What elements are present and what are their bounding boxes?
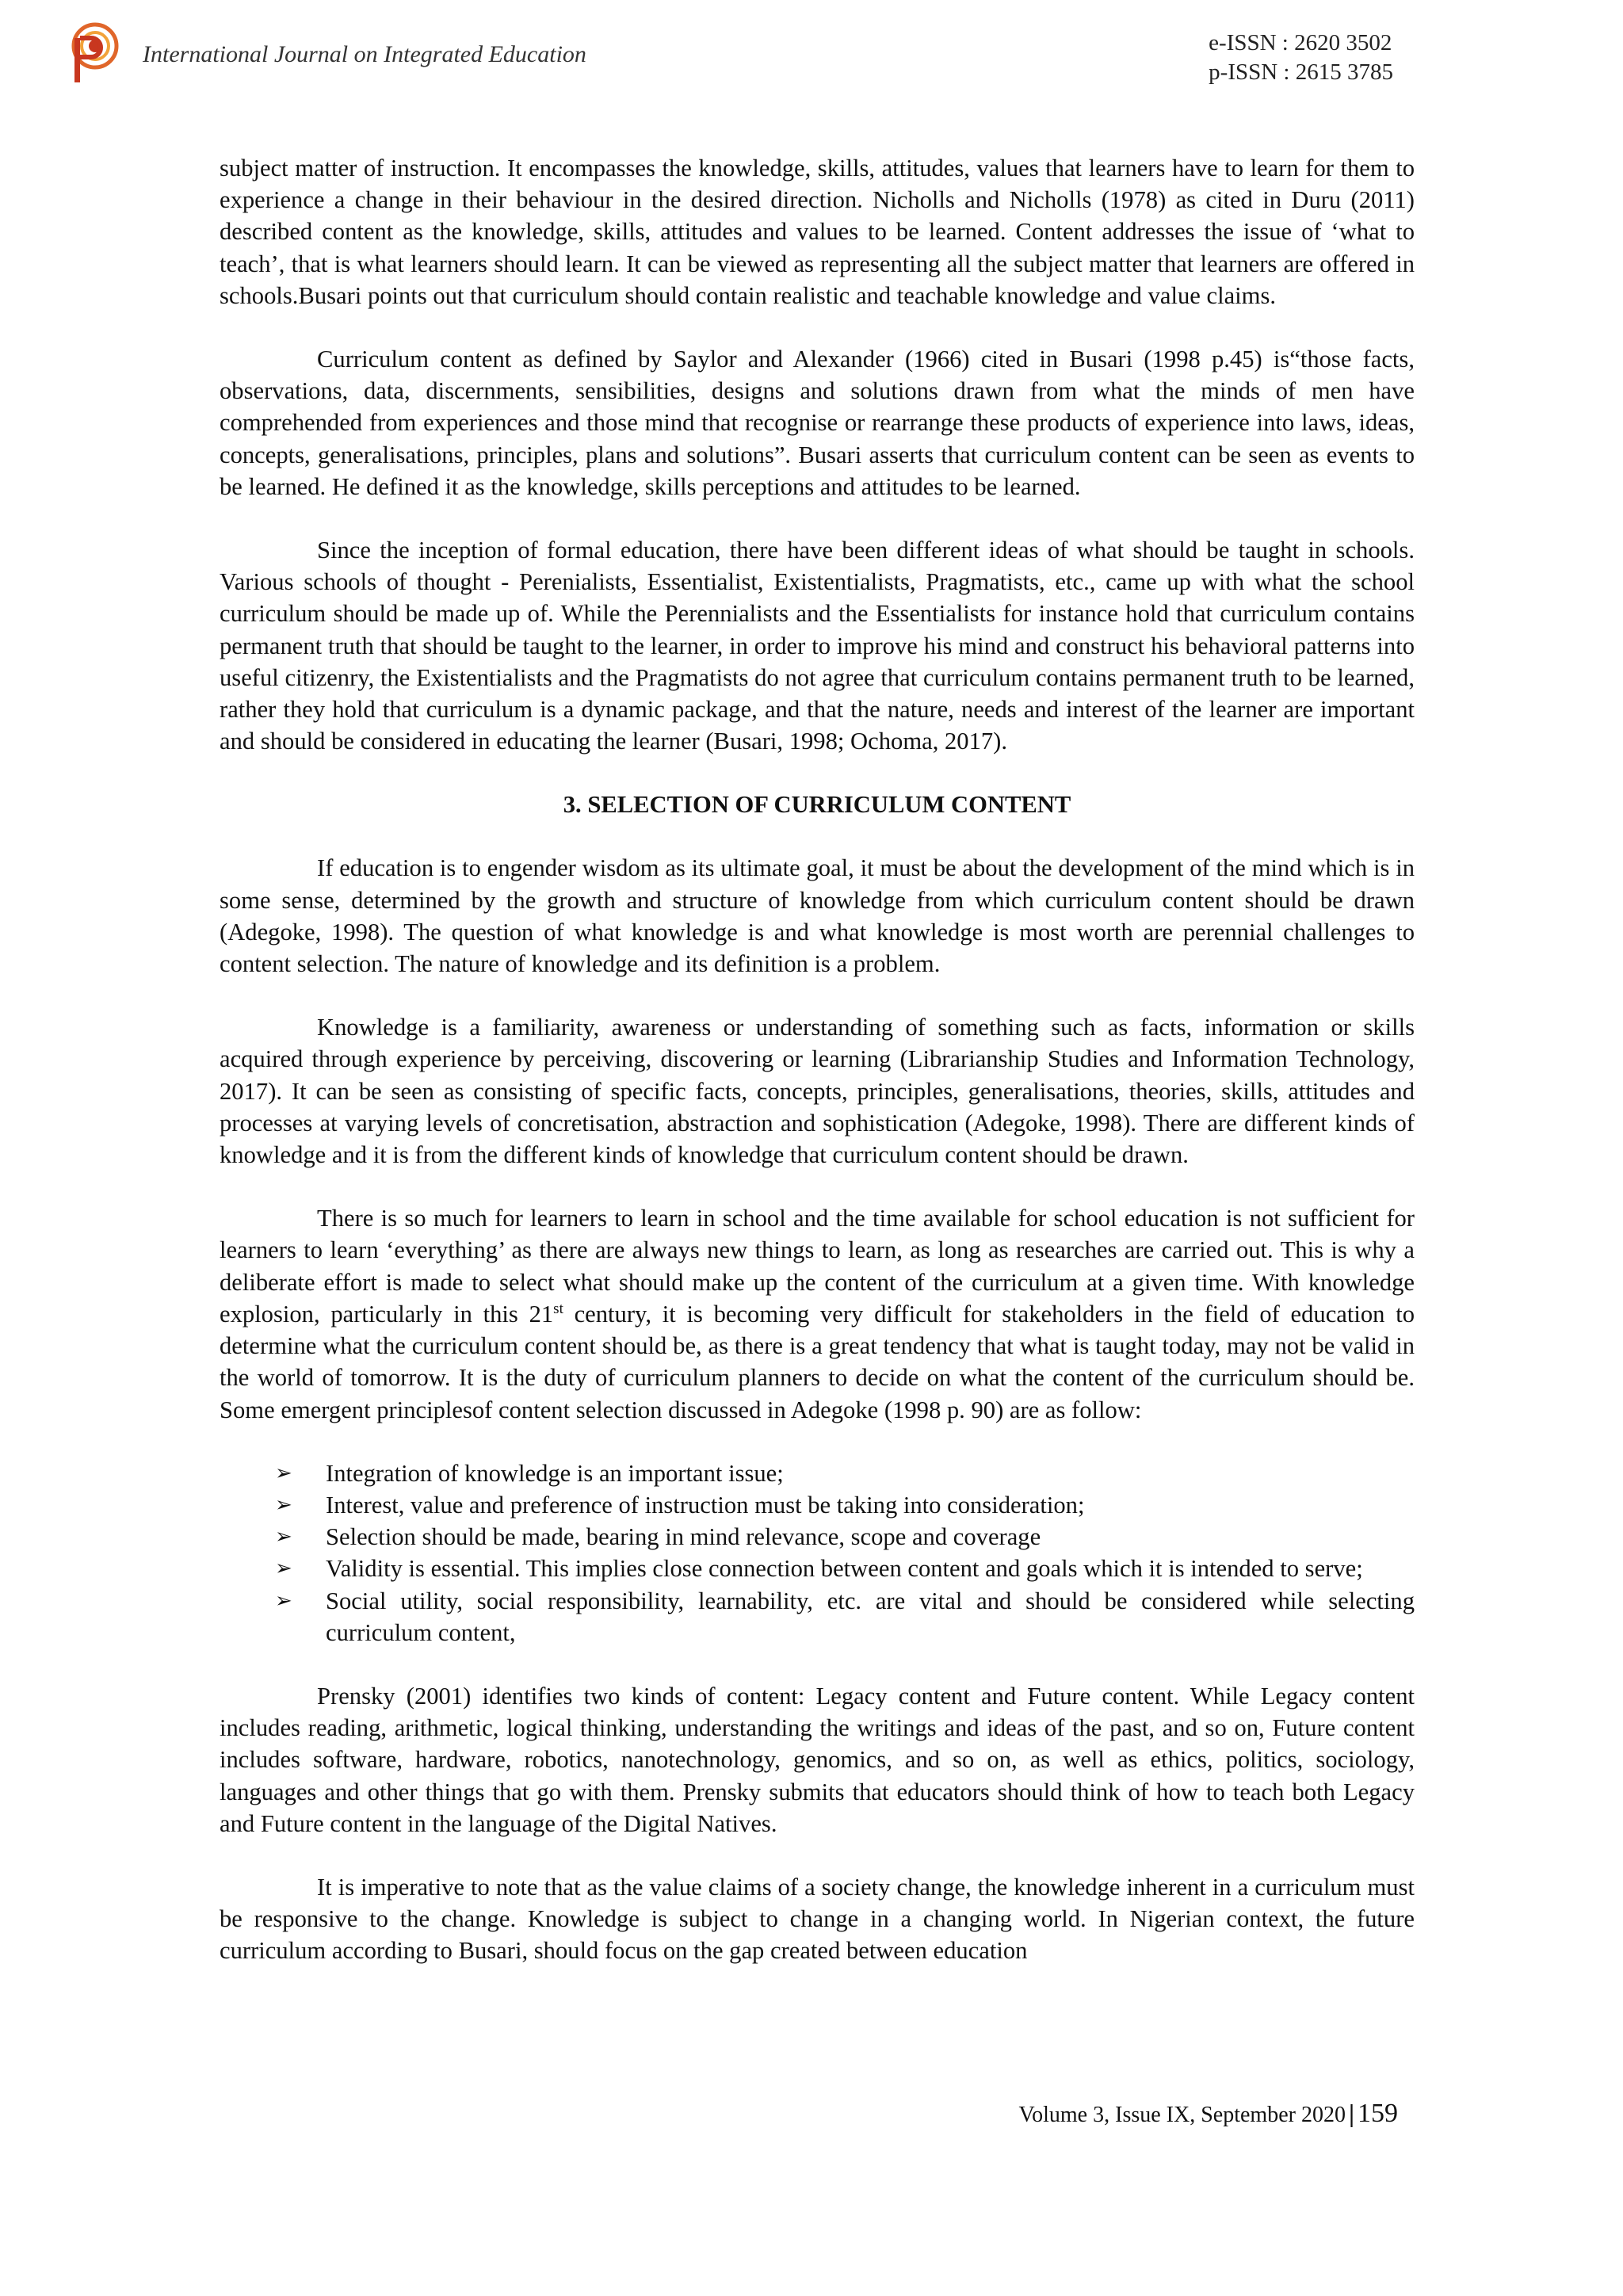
journal-logo-icon bbox=[67, 21, 122, 86]
arrow-bullet-icon: ➢ bbox=[275, 1525, 292, 1549]
page-number: 159 bbox=[1358, 2099, 1398, 2128]
list-item: ➢ Social utility, social responsibility, learnability, etc. are vital and should be considered while selecting curriculum content, bbox=[275, 1585, 1415, 1648]
arrow-bullet-icon: ➢ bbox=[275, 1492, 292, 1517]
paragraph-6-text-b: century, it is becoming very difficult for stakeholders in the field of education to determine what the curriculum content should be, as there is a great tendency that what is taught today, may not be valid in the world of tomorrow. It is the duty of curriculum planners to decide on what the content of the curriculum should be. Some emergent principlesof content selection discussed in Adegoke (1998 p. 90) are as follow: bbox=[220, 1300, 1415, 1423]
paragraph-8: It is imperative to note that as the value claims of a society change, the knowledge inherent in a curriculum must be responsive to the change. Knowledge is subject to change in a changing world. In Nigerian context, the future curriculum according to Busari, should focus on the gap created between education bbox=[220, 1873, 1415, 1965]
volume-info: Volume 3, Issue IX, September 2020 bbox=[1018, 2103, 1346, 2127]
paragraph-4: If education is to engender wisdom as its ultimate goal, it must be about the development of the mind which is in some sense, determined by the growth and structure of knowledge from which curriculum content should be drawn (Adegoke, 1998). The question of what knowledge is and what knowledge is most worth are perennial challenges to content selection. The nature of knowledge and its definition is a problem. bbox=[220, 854, 1415, 978]
paragraph-6-text-a: There is so much for learners to learn in school and the time available for school education is not sufficient for learners to learn ‘everything’ as there are always new things to learn, as long as researches are carried out. This is why a deliberate effort is made to select what should make up the content of the curriculum at a given time. With knowledge explosion, particularly in this 21 bbox=[220, 1205, 1415, 1328]
paragraph-5: Knowledge is a familiarity, awareness or understanding of something such as facts, information or skills acquired through experience by perceiving, discovering or learning (Librarianship Studies and Information Technology, 2017). It can be seen as consisting of specific facts, concepts, principles, generalisations, theories, skills, attitudes and processes at varying levels of concretisation, abstraction and sophistication (Adegoke, 1998). There are different kinds of knowledge and it is from the different kinds of knowledge that curriculum content should be drawn. bbox=[220, 1014, 1415, 1169]
list-item: ➢ Validity is essential. This implies close connection between content and goals which it is intended to serve; bbox=[275, 1553, 1415, 1584]
article-body bbox=[220, 152, 1415, 1967]
ordinal-suffix: st bbox=[553, 1300, 563, 1317]
paragraph-6 bbox=[220, 1202, 1415, 1425]
page-header bbox=[0, 0, 1623, 103]
list-item: ➢ Integration of knowledge is an important issue; bbox=[275, 1457, 1415, 1489]
arrow-bullet-icon: ➢ bbox=[275, 1557, 292, 1581]
page-footer bbox=[1019, 2099, 1398, 2129]
paragraph-1: subject matter of instruction. It encompasses the knowledge, skills, attitudes, values that learners have to learn for them to experience a change in their behaviour in the desired direction. Nicholls and Nicholls (1978) as cited in Duru (2011) described content as the knowledge, skills, attitudes and values to be learned. Content addresses the issue of ‘what to teach’, that is what learners should learn. It can be viewed as representing all the subject matter that learners are offered in schools.Busari points out that curriculum should contain realistic and teachable knowledge and value claims. bbox=[220, 155, 1415, 309]
list-item: ➢ Selection should be made, bearing in mind relevance, scope and coverage bbox=[275, 1521, 1415, 1553]
section-heading: 3. SELECTION OF CURRICULUM CONTENT bbox=[563, 791, 1071, 819]
arrow-bullet-icon: ➢ bbox=[275, 1588, 292, 1613]
paragraph-3: Since the inception of formal education, there have been different ideas of what should be taught in schools. Various schools of thought - Perenialists, Essentialist, Existentialists, Pragmatists, etc., came up with what the school curriculum should be made up of. While the Perennialists and the Essentialists for instance hold that curriculum contains permanent truth that should be taught to the learner, in order to improve his mind and construct his behavioral patterns into useful citizenry, the Existentialists and the Pragmatists do not agree that curriculum contains permanent truth to be learned, rather they hold that curriculum is a dynamic package, and that the nature, needs and interest of the learner are important and should be considered in educating the learner (Busari, 1998; Ochoma, 2017). bbox=[220, 537, 1415, 755]
principles-list bbox=[220, 1457, 1415, 1648]
arrow-bullet-icon: ➢ bbox=[275, 1461, 292, 1485]
journal-title: International Journal on Integrated Education bbox=[143, 41, 586, 67]
pissn: p-ISSN : 2615 3785 bbox=[1209, 59, 1393, 85]
paragraph-2: Curriculum content as defined by Saylor and Alexander (1966) cited in Busari (1998 p.45) is“those facts, observations, data, discernments, sensibilities, designs and solutions drawn from what the minds of men have comprehended from experiences and those mind that recognise or rearrange these products of experience into laws, ideas, concepts, generalisations, principles, plans and solutions”. Busari asserts that curriculum content can be seen as events to be learned. He defined it as the knowledge, skills perceptions and attitudes to be learned. bbox=[220, 346, 1415, 500]
list-item: ➢ Interest, value and preference of instruction must be taking into consideration; bbox=[275, 1489, 1415, 1521]
eissn: e-ISSN : 2620 3502 bbox=[1209, 30, 1392, 55]
issn-block bbox=[1209, 29, 1393, 87]
footer-separator: | bbox=[1348, 2099, 1354, 2127]
paragraph-7: Prensky (2001) identifies two kinds of content: Legacy content and Future content. While Legacy content includes reading, arithmetic, logical thinking, understanding the writings and ideas of the past, and so on, Future content includes software, hardware, robotics, nanotechnology, genomics, and so on, as well as ethics, politics, sociology, languages and other things that go with them. Prensky submits that educators should think of how to teach both Legacy and Future content in the language of the Digital Natives. bbox=[220, 1682, 1415, 1837]
